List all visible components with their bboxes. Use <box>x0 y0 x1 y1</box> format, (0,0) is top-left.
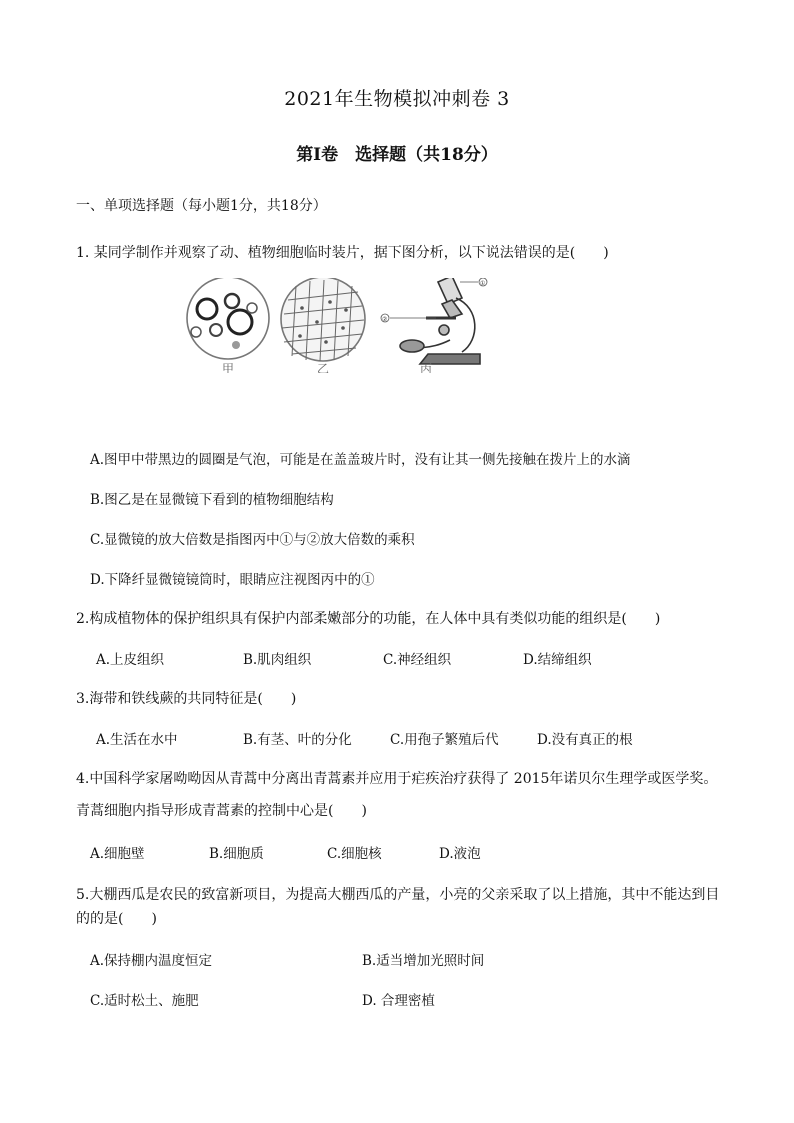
question-4-option-d: D.液泡 <box>439 846 481 862</box>
question-1-option-d: D.下降纤显微镜镜筒时，眼睛应注视图丙中的① <box>90 572 375 588</box>
question-3-stem: 3.海带和铁线蕨的共同特征是( ) <box>76 691 297 707</box>
question-2-option-d: D.结缔组织 <box>523 652 592 668</box>
question-5-option-d: D. 合理密植 <box>362 993 435 1009</box>
figure-marker-1: ① <box>480 280 486 287</box>
section-heading: 一、单项选择题（每小题1分，共18分） <box>76 198 327 214</box>
figure-label-bing: 丙 <box>420 362 433 373</box>
question-4-stem-line-2: 青蒿细胞内指导形成青蒿素的控制中心是( ) <box>76 803 367 819</box>
question-5-option-b: B.适当增加光照时间 <box>362 953 485 969</box>
question-2-stem: 2.构成植物体的保护组织具有保护内部柔嫩部分的功能，在人体中具有类似功能的组织是( ) <box>76 611 661 627</box>
question-5-option-a: A.保持棚内温度恒定 <box>90 953 213 969</box>
part-title: 第Ⅰ卷 选择题（共18分） <box>296 145 498 165</box>
figure-label-jia: 甲 <box>222 362 235 373</box>
question-2-option-a: A.上皮组织 <box>96 652 165 668</box>
question-4-option-a: A.细胞壁 <box>90 846 145 862</box>
question-1-option-a: A.图甲中带黑边的圆圈是气泡，可能是在盖盖玻片时，没有让其一侧先接触在拨片上的水滴 <box>90 452 631 468</box>
question-4-stem-line-1: 4.中国科学家屠呦呦因从青蒿中分离出青蒿素并应用于疟疾治疗获得了 2015年诺贝尔生理学或医学奖。 <box>76 771 718 787</box>
question-3-option-b: B.有茎、叶的分化 <box>243 732 352 748</box>
figure-label-yi: 乙 <box>317 362 330 373</box>
question-5-stem-line-2: 的的是( ) <box>76 911 157 927</box>
figure-marker-2: ② <box>382 316 388 323</box>
question-2-option-b: B.肌肉组织 <box>243 652 312 668</box>
question-4-option-c: C.细胞核 <box>327 846 382 862</box>
figure-yi-cells <box>281 278 365 361</box>
question-2-option-c: C.神经组织 <box>383 652 452 668</box>
question-1-option-b: B.图乙是在显微镜下看到的植物细胞结构 <box>90 492 334 508</box>
question-1-stem: 1. 某同学制作并观察了动、植物细胞临时装片，据下图分析，以下说法错误的是( ) <box>76 245 609 261</box>
question-4-option-b: B.细胞质 <box>209 846 264 862</box>
question-1-figure <box>180 278 490 373</box>
figure-jia-cells <box>187 278 269 359</box>
exam-title: 2021年生物模拟冲刺卷 3 <box>284 88 510 110</box>
question-5-stem-line-1: 5.大棚西瓜是农民的致富新项目，为提高大棚西瓜的产量，小亮的父亲采取了以上措施，其中不能达到目 <box>76 887 720 903</box>
question-5-option-c: C.适时松土、施肥 <box>90 993 199 1009</box>
question-1-option-c: C.显微镜的放大倍数是指图丙中①与②放大倍数的乘积 <box>90 532 415 548</box>
figure-bing-microscope <box>400 278 480 364</box>
question-3-option-c: C.用孢子繁殖后代 <box>390 732 499 748</box>
question-3-option-a: A.生活在水中 <box>96 732 178 748</box>
question-3-option-d: D.没有真正的根 <box>537 732 633 748</box>
